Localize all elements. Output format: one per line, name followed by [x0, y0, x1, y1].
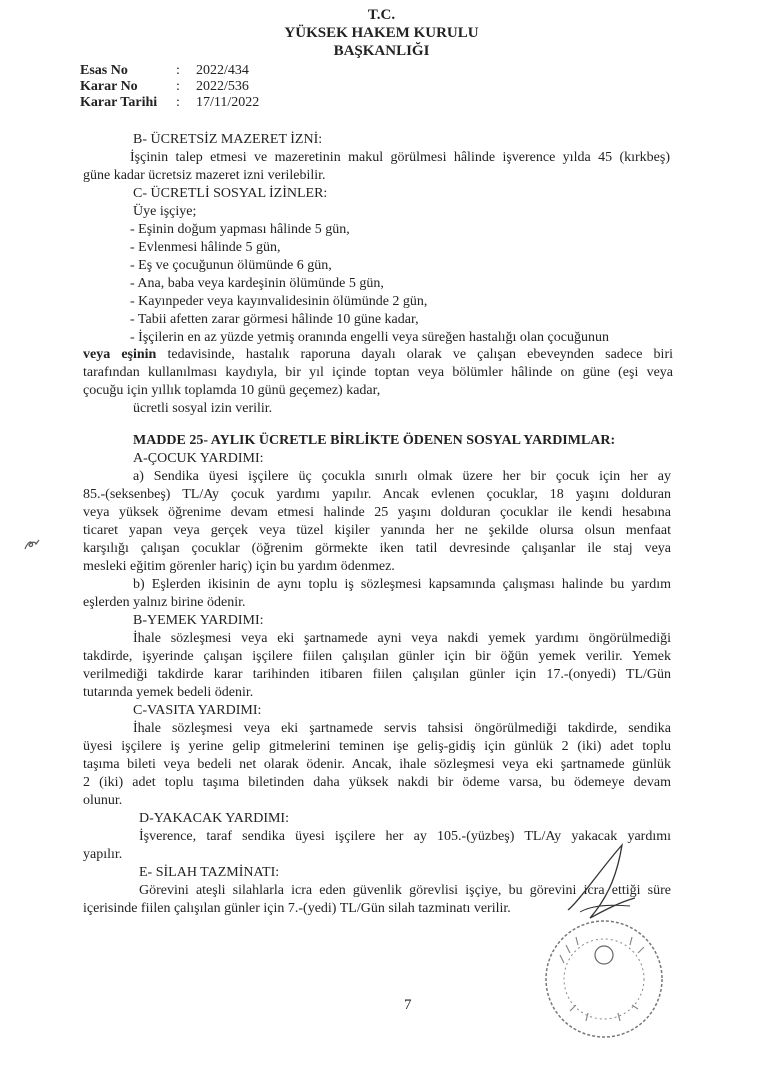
karar-row	[80, 79, 249, 95]
section-silah-title: E- SİLAH TAZMİNATI:	[139, 865, 280, 880]
header-institution: YÜKSEK HAKEM KURULU	[284, 25, 479, 41]
madde-title: MADDE 25- AYLIK ÜCRETLE BİRLİKTE ÖDENEN SOSYAL YARDIMLAR:	[133, 433, 616, 448]
section-a-b-text: b) Eşlerden ikisinin de aynı toplu iş sözleşmesi kapsamında çalışması halinde bu yardım	[133, 577, 671, 592]
section-b-text: İşçinin talep etmesi ve mazeretinin makul görülmesi hâlinde işverence yılda 45 (kırkbeş)	[130, 150, 670, 165]
section-a-text: karşılığı çalışan çocuklar (öğrenim görmekte iken tatil devresinde çalışanlar ile staj veya	[83, 541, 671, 556]
section-b-text: güne kadar ücretsiz mazeret izni verilebilir.	[83, 168, 326, 183]
section-vasita-text: üyesi işçilere iş yerine gelip gitmelerini teminen işe geliş-gidiş için günlük 2 (iki) adet toplu	[83, 739, 671, 754]
section-yakacak-title: D-YAKACAK YARDIMI:	[139, 811, 289, 826]
section-a-text: mesleki eğitim görenler hariç) için bu yardım ödenmez.	[83, 559, 395, 574]
list-item: - Evlenmesi hâlinde 5 gün,	[130, 240, 281, 255]
tarih-label: Karar Tarihi	[80, 95, 158, 110]
section-silah-text: içerisinde fiilen çalışılan günler için 7.-(yedi) TL/Gün silah tazminatı verilir.	[83, 901, 511, 916]
list-item: - Kayınpeder veya kayınvalidesinin ölümünde 2 gün,	[130, 294, 428, 309]
section-vasita-text: İhale sözleşmesi veya eki şartnamede servis tahsisi öngörülmediği takdirde, sendika	[133, 721, 671, 736]
section-a-b-text: eşlerden yalnız birine ödenir.	[83, 595, 246, 610]
list-item: - Tabii afetten zarar görmesi hâlinde 10 güne kadar,	[130, 312, 419, 327]
esas-value: 2022/434	[196, 63, 249, 78]
karar-colon: :	[176, 79, 180, 94]
karar-label: Karar No	[80, 79, 138, 94]
section-yemek-text: takdirde, işyerinde çalışan işçilere fiilen çalışılan günler için bir öğün yemek verilir. Yemek	[83, 649, 671, 664]
section-b-title: B- ÜCRETSİZ MAZERET İZNİ:	[133, 132, 323, 147]
section-a-text: 85.-(seksenbeş) TL/Ay çocuk yardımı yapılır. Ancak evlenen çocuklar, 18 yaşını dolduran	[83, 487, 671, 502]
section-c-text: çocuğu için yıllık toplamda 10 günü geçemez) kadar,	[83, 383, 381, 398]
header-tc: T.C.	[367, 7, 396, 23]
header-presidency: BAŞKANLIĞI	[333, 43, 430, 59]
section-yakacak-text: İşverence, taraf sendika üyesi işçilere her ay 105.-(yüzbeş) TL/Ay yakacak yardımı	[139, 829, 671, 844]
section-a-text: veya yüksek öğrenime devam etmesi halinde 25 yaşını dolduran çocuklar ile kendi hesabına	[83, 505, 671, 520]
tarih-value: 17/11/2022	[196, 95, 260, 110]
karar-value: 2022/536	[196, 79, 249, 94]
section-c-text	[83, 347, 673, 363]
section-vasita-text: olunur.	[83, 793, 123, 808]
tarih-colon: :	[176, 95, 180, 110]
tarih-row	[80, 95, 259, 111]
section-c-text: tarafından kullanılması kaydıyla, bir yıl içinde toptan veya bölümler hâlinde on güne (eşi veya	[83, 365, 673, 380]
section-vasita-text: taşıma bileti veya bedeli net olarak ödenir. Ancak, ihale sözleşmesi veya eki şartnamede günlük	[83, 757, 671, 772]
section-c-intro: Üye işçiye;	[133, 204, 197, 219]
section-vasita-text: 2 (iki) adet toplu taşıma biletinden daha yüksek nakdi bir ödeme varsa, bu ödemeye devam	[83, 775, 671, 790]
esas-row	[80, 63, 249, 79]
section-a-text: ticaret yapan veya gerçek veya tüzel kişiler yanında her ne şekilde olursa olsun menfaat	[83, 523, 671, 538]
margin-initials-icon	[22, 534, 42, 554]
page-number: 7	[404, 997, 412, 1013]
section-silah-text: Görevini ateşli silahlarla icra eden güvenlik görevlisi işçiye, bu görevini icra ettiği süre	[139, 883, 671, 898]
bold-text: veya eşinin	[83, 347, 157, 362]
section-yemek-title: B-YEMEK YARDIMI:	[133, 613, 264, 628]
section-c-text: ücretli sosyal izin verilir.	[133, 401, 273, 416]
list-item: - Eşinin doğum yapması hâlinde 5 gün,	[130, 222, 350, 237]
section-yemek-text: tutarında yemek bedeli ödenir.	[83, 685, 254, 700]
section-yakacak-text: yapılır.	[83, 847, 123, 862]
section-a-title: A-ÇOCUK YARDIMI:	[133, 451, 264, 466]
esas-label: Esas No	[80, 63, 128, 78]
section-vasita-title: C-VASITA YARDIMI:	[133, 703, 262, 718]
list-item: - Ana, baba veya kardeşinin ölümünde 5 gün,	[130, 276, 384, 291]
section-c-text-rest: tedavisinde, hastalık raporuna dayalı olarak ve çalışan ebeveynden sadece biri	[156, 347, 673, 362]
list-item: - İşçilerin en az yüzde yetmiş oranında engelli veya süreğen hastalığı olan çocuğunun	[130, 330, 609, 345]
official-seal-icon	[540, 915, 668, 1043]
section-yemek-text: verilmediği takdirde karar tarihinden itibaren fiilen çalışılan günler için 17.-(onyedi) TL/Gün	[83, 667, 671, 682]
section-c-title: C- ÜCRETLİ SOSYAL İZİNLER:	[133, 186, 328, 201]
esas-colon: :	[176, 63, 180, 78]
list-item: - Eş ve çocuğunun ölümünde 6 gün,	[130, 258, 332, 273]
section-yemek-text: İhale sözleşmesi veya eki şartnamede ayni veya nakdi yemek yardımı öngörülmediği	[133, 631, 671, 646]
section-a-text: a) Sendika üyesi işçilere üç çocukla sınırlı olmak üzere her bir çocuk için her ay	[133, 469, 671, 484]
